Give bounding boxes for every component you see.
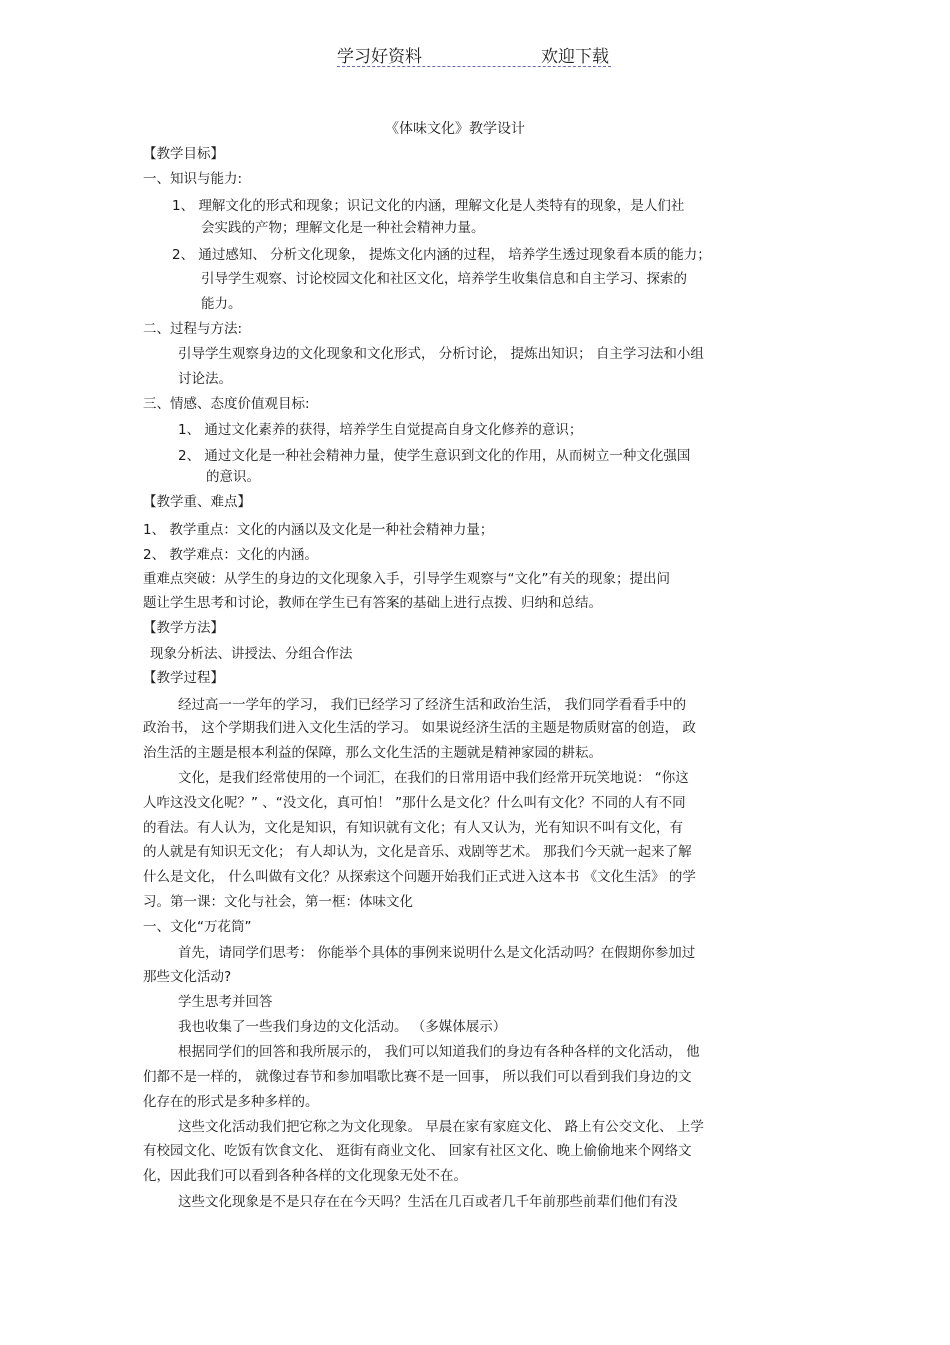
- text-line: 2、 教学难点：文化的内涵。: [143, 547, 318, 563]
- document-title: 《体味文化》教学设计: [385, 121, 525, 137]
- text-line: 重难点突破：从学生的身边的文化现象入手，引导学生观察与“文化”有关的现象；提出问: [143, 571, 670, 587]
- text-line: 经过高一一学年的学习， 我们已经学习了经济生活和政治生活， 我们同学看看手中的: [178, 697, 687, 713]
- text-line: 引导学生观察、讨论校园文化和社区文化，培养学生收集信息和自主学习、探索的: [201, 271, 687, 287]
- text-line: 引导学生观察身边的文化现象和文化形式， 分析讨论， 提炼出知识； 自主学习法和小组: [178, 346, 704, 362]
- text-line: 2、 通过感知、 分析文化现象， 提炼文化内涵的过程， 培养学生透过现象看本质的能力；: [172, 247, 711, 263]
- page-header: [337, 40, 611, 67]
- text-line: 人咋这没文化呢？” 、“没文化，真可怕！ ”那什么是文化？什么叫有文化？不同的人有不同: [143, 795, 686, 811]
- text-line: 化存在的形式是多种多样的。: [143, 1094, 319, 1110]
- text-line: 治生活的主题是根本利益的保障，那么文化生活的主题就是精神家园的耕耘。: [143, 745, 602, 761]
- text-line: 1、 教学重点：文化的内涵以及文化是一种社会精神力量；: [143, 522, 494, 538]
- text-line: 学生思考并回答: [178, 994, 273, 1010]
- header-left-text: 学习好资料: [337, 47, 422, 67]
- text-line: 【教学方法】: [143, 620, 224, 636]
- text-line: 【教学过程】: [143, 670, 224, 686]
- text-line: 政治书， 这个学期我们进入文化生活的学习。 如果说经济生活的主题是物质财富的创造， 政: [143, 720, 696, 736]
- text-line: 现象分析法、讲授法、分组合作法: [150, 646, 353, 662]
- text-line: 这些文化现象是不是只存在在今天吗？生活在几百或者几千年前那些前辈们他们有没: [178, 1194, 678, 1210]
- text-line: 我也收集了一些我们身边的文化活动。 （多媒体展示）: [178, 1019, 507, 1035]
- text-line: 讨论法。: [178, 371, 232, 387]
- text-line: 的看法。有人认为，文化是知识，有知识就有文化；有人又认为，光有知识不叫有文化，有: [143, 820, 683, 836]
- text-line: 2、 通过文化是一种社会精神力量，使学生意识到文化的作用，从而树立一种文化强国: [178, 448, 691, 464]
- text-line: 一、知识与能力:: [143, 171, 243, 187]
- text-line: 【教学重、难点】: [143, 494, 251, 510]
- text-line: 1、 理解文化的形式和现象；识记文化的内涵，理解文化是人类特有的现象，是人们社: [172, 198, 685, 214]
- text-line: 那些文化活动?: [143, 969, 232, 985]
- text-line: 【教学目标】: [143, 146, 224, 162]
- text-line: 能力。: [201, 296, 242, 312]
- text-line: 二、过程与方法:: [143, 321, 243, 337]
- text-line: 的人就是有知识无文化； 有人却认为，文化是音乐、戏剧等艺术。 那我们今天就一起来了解: [143, 844, 692, 860]
- text-line: 一、文化“万花筒”: [143, 919, 252, 935]
- text-line: 什么是文化， 什么叫做有文化？从探索这个问题开始我们正式进入这本书 《文化生活》 的学: [143, 869, 696, 885]
- text-line: 这些文化活动我们把它称之为文化现象。 早晨在家有家庭文化、 路上有公交文化、 上学: [178, 1119, 704, 1135]
- text-line: 1、 通过文化素养的获得，培养学生自觉提高自身文化修养的意识；: [178, 422, 583, 438]
- text-line: 文化，是我们经常使用的一个词汇，在我们的日常用语中我们经常开玩笑地说： “你这: [178, 770, 689, 786]
- text-line: 化，因此我们可以看到各种各样的文化现象无处不在。: [143, 1168, 467, 1184]
- text-line: 习。第一课：文化与社会，第一框：体味文化: [143, 894, 413, 910]
- header-right-text: 欢迎下载: [541, 47, 609, 67]
- text-line: 根据同学们的回答和我所展示的， 我们可以知道我们的身边有各种各样的文化活动， 他: [178, 1044, 700, 1060]
- text-line: 们都不是一样的， 就像过春节和参加唱歌比赛不是一回事， 所以我们可以看到我们身边的文: [143, 1069, 692, 1085]
- text-line: 的意识。: [206, 469, 260, 485]
- text-line: 题让学生思考和讨论，教师在学生已有答案的基础上进行点拨、归纳和总结。: [143, 595, 602, 611]
- text-line: 会实践的产物；理解文化是一种社会精神力量。: [201, 220, 485, 236]
- text-line: 有校园文化、吃饭有饮食文化、 逛街有商业文化、 回家有社区文化、晚上偷偷地来个网络文: [143, 1143, 692, 1159]
- text-line: 三、情感、态度价值观目标:: [143, 396, 310, 412]
- text-line: 首先，请同学们思考： 你能举个具体的事例来说明什么是文化活动吗？在假期你参加过: [178, 945, 696, 961]
